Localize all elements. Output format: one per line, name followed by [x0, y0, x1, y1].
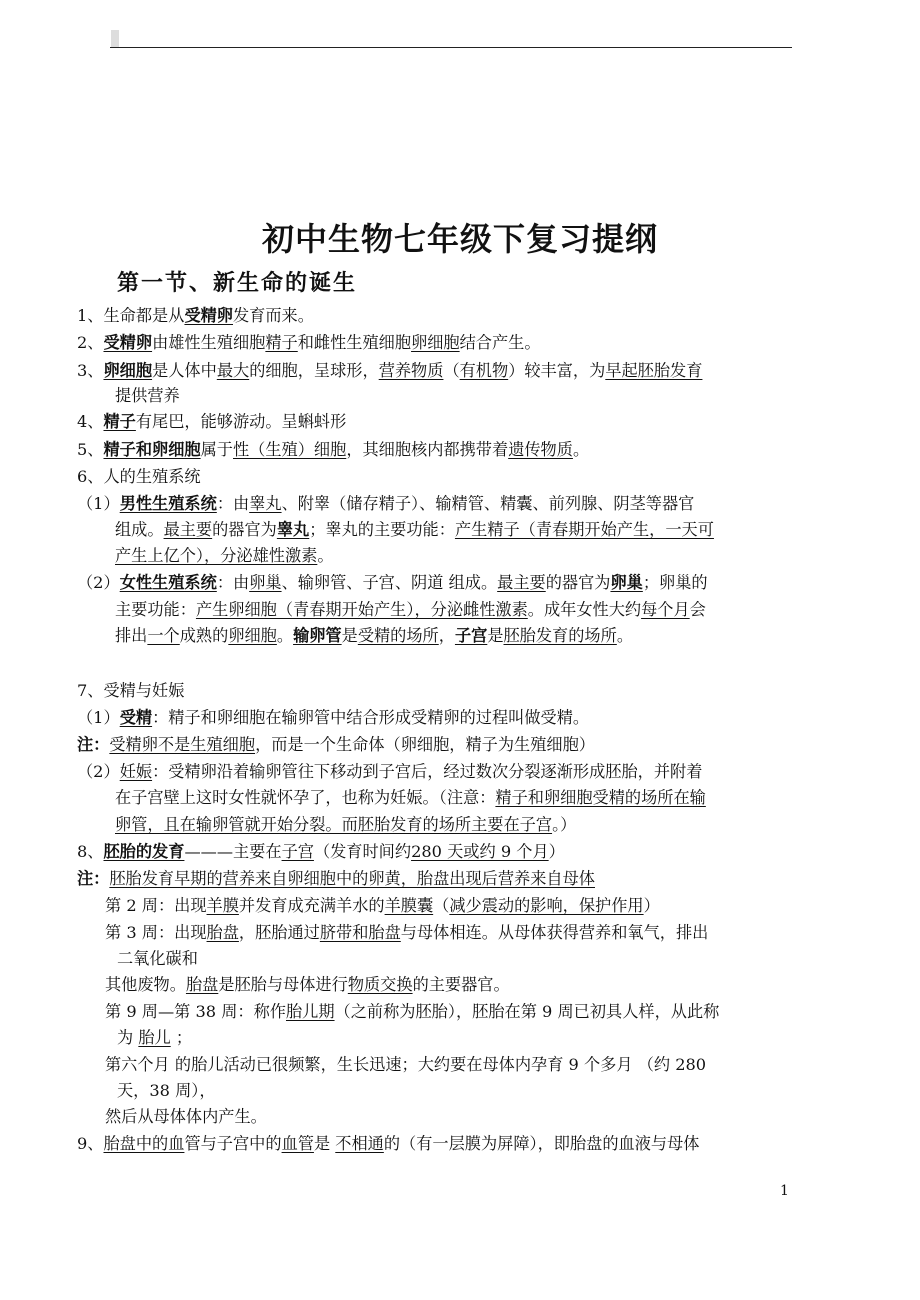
- text-line: 提供营养: [115, 386, 180, 405]
- header-rule: [110, 47, 792, 48]
- text-line: 天，38 周），: [117, 1081, 216, 1100]
- text-line: 主要功能：产生卵细胞（青春期开始产生），分泌雌性激素。成年女性大约每个月会: [115, 600, 706, 619]
- text-line: 9、胎盘中的血管与子宫中的血管是 不相通的（有一层膜为屏障），即胎盘的血液与母体: [77, 1134, 700, 1153]
- text-line: 产生上亿个），分泌雄性激素。: [115, 546, 334, 565]
- text-line: 其他废物。胎盘是胚胎与母体进行物质交换的主要器官。: [105, 975, 510, 994]
- text-line: 2、受精卵由雄性生殖细胞精子和雌性生殖细胞卵细胞结合产生。: [77, 333, 541, 352]
- text-line: （1）男性生殖系统：由睾丸、附睾（储存精子）、输精管、精囊、前列腺、阴茎等器官: [77, 494, 695, 513]
- text-line: 二氧化碳和: [117, 949, 198, 968]
- text-line: 第 3 周：出现胎盘，胚胎通过脐带和胎盘与母体相连。从母体获得营养和氧气，排出: [105, 923, 709, 942]
- document-title: 初中生物七年级下复习提纲: [261, 220, 658, 258]
- text-line: 在子宫壁上这时女性就怀孕了，也称为妊娠。（注意：精子和卵细胞受精的场所在输: [115, 788, 706, 807]
- text-line: 6、人的生殖系统: [77, 467, 201, 486]
- text-line: 组成。最主要的器官为睾丸；睾丸的主要功能：产生精子（青春期开始产生，一天可: [115, 520, 714, 539]
- text-line: 第 2 周：出现羊膜并发育成充满羊水的羊膜囊（减少震动的影响，保护作用）: [105, 896, 660, 915]
- text-line: 第六个月 的胎儿活动已很频繁，生长迅速；大约要在母体内孕育 9 个多月 （约 280: [105, 1055, 707, 1074]
- text-line: 卵管，且在输卵管就开始分裂。而胚胎发育的场所主要在子宫。）: [115, 815, 577, 834]
- text-line: 第 9 周—第 38 周：称作胎儿期（之前称为胚胎），胚胎在第 9 周已初具人样，从此称: [105, 1002, 720, 1021]
- text-line: 5、精子和卵细胞属于性（生殖）细胞，其细胞核内都携带着遗传物质。: [77, 440, 590, 459]
- section-heading: 第一节、新生命的诞生: [117, 271, 358, 296]
- text-line: 3、卵细胞是人体中最大的细胞，呈球形，营养物质（有机物）较丰富，为早起胚胎发育: [77, 361, 703, 380]
- text-line: 为 胎儿 ；: [117, 1028, 193, 1047]
- text-line: 1、生命都是从受精卵发育而来。: [77, 306, 314, 325]
- text-line: （2）妊娠：受精卵沿着输卵管往下移动到子宫后，经过数次分裂逐渐形成胚胎，并附着: [77, 762, 703, 781]
- text-line: （2）女性生殖系统：由卵巢、输卵管、子宫、阴道 组成。最主要的器官为卵巢；卵巢的: [77, 573, 708, 592]
- text-line: 然后从母体体内产生。: [105, 1107, 267, 1126]
- text-line: 注：胚胎发育早期的营养来自卵细胞中的卵黄，胎盘出现后营养来自母体: [77, 869, 595, 888]
- text-line: 7、受精与妊娠: [77, 681, 185, 700]
- page-number: 1: [780, 1183, 789, 1199]
- text-line: 8、胚胎的发育———主要在子宫（发育时间约280 天或约 9 个月）: [77, 842, 565, 861]
- text-line: 注：受精卵不是生殖细胞，而是一个生命体（卵细胞，精子为生殖细胞）: [77, 735, 595, 754]
- header-mark: [111, 30, 119, 47]
- text-line: 4、精子有尾巴，能够游动。呈蝌蚪形: [77, 412, 347, 431]
- text-line: 排出一个成熟的卵细胞。输卵管是受精的场所，子宫是胚胎发育的场所。: [115, 626, 633, 645]
- text-line: （1）受精：精子和卵细胞在输卵管中结合形成受精卵的过程叫做受精。: [77, 708, 590, 727]
